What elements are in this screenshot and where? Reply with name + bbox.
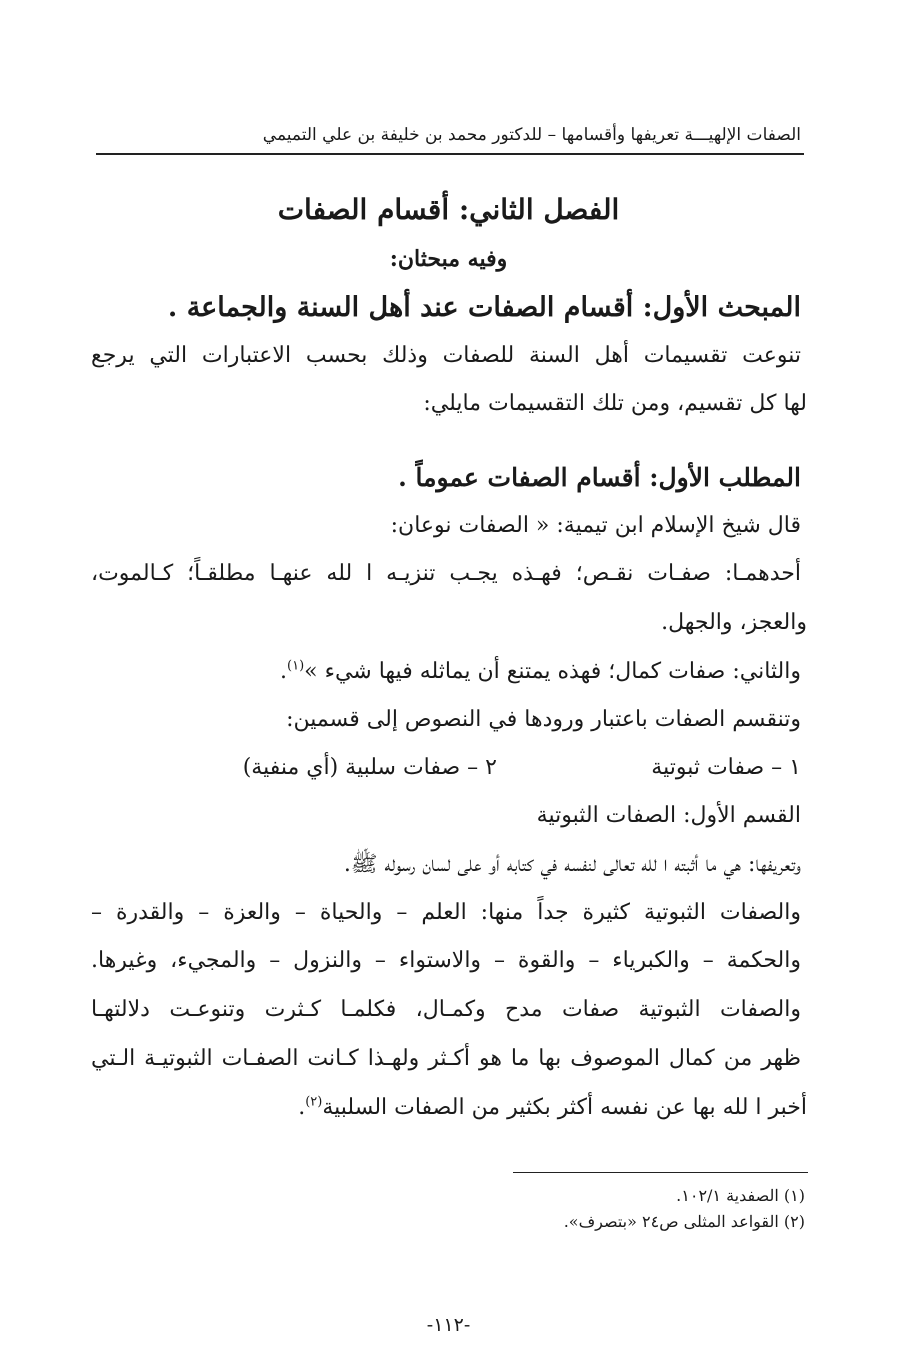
praise-line-3-text: أخبر ا لله بها عن نفسه أكثر بكثير من الصفات السلبية xyxy=(322,1095,807,1120)
praise-line-2: ظهر من كمال الموصوف بها ما هو أكـثر ولهـذا كـانت الصفـات الثبوتيـة الـتي xyxy=(91,1046,801,1071)
footnote-2: (٢) القواعد المثلى ص٢٤ «بتصرف». xyxy=(563,1212,805,1231)
subsection-title: المطلب الأول: أقسام الصفات عموماً . xyxy=(398,463,801,492)
section-title: المبحث الأول: أقسام الصفات عند أهل السنة والجماعة . xyxy=(167,292,801,323)
second-type-text: والثاني: صفات كمال؛ فهذه يمتنع أن يماثله فيها شيء » xyxy=(304,659,801,684)
second-type-period: . xyxy=(280,659,288,684)
footnote-rule xyxy=(513,1172,808,1173)
footnote-ref-2: (٢) xyxy=(305,1094,323,1110)
first-type-line-1: أحدهمـا: صفـات نقـص؛ فهـذه يجـب تنزيـه ا لله عنهـا مطلقـاً؛ كـالموت، xyxy=(91,561,801,586)
examples-line-2: والحكمة – والكبرياء – والقوة – والاستواء – والنزول – والمجيء، وغيرها. xyxy=(91,948,801,973)
definition: وتعريفها: هي ما أثبته ا لله تعالى لنفسه في كتابه أو على لسان رسوله ﷺ. xyxy=(343,852,801,877)
second-type xyxy=(280,652,801,692)
header-rule xyxy=(96,153,804,155)
quote-intro: قال شيخ الإسلام ابن تيمية: « الصفات نوعان: xyxy=(390,513,801,538)
first-type-line-2: والعجز، والجهل. xyxy=(661,610,807,635)
running-header: الصفات الإلهيـــة تعريفها وأقسامها – للدكتور محمد بن خليفة بن علي التميمي xyxy=(262,125,801,145)
sub-intro: وفيه مبحثان: xyxy=(389,246,508,272)
footnote-ref-1: (١) xyxy=(287,658,305,674)
first-division-title: القسم الأول: الصفات الثبوتية xyxy=(536,803,801,828)
chapter-title: الفصل الثاني: أقسام الصفات xyxy=(277,193,620,226)
division-item-2: ٢ – صفات سلبية (أي منفية) xyxy=(242,755,497,780)
page-number: -١١٢- xyxy=(426,1314,471,1336)
division-item-1: ١ – صفات ثبوتية xyxy=(651,755,801,780)
intro-line-1: تنوعت تقسيمات أهل السنة للصفات وذلك بحسب الاعتبارات التي يرجع xyxy=(91,343,801,368)
footnote-1: (١) الصفدية ١٠٢/١. xyxy=(676,1186,805,1205)
intro-line-2: لها كل تقسيم، ومن تلك التقسيمات مايلي: xyxy=(423,391,807,416)
examples-line-1: والصفات الثبوتية كثيرة جداً منها: العلم – والحياة – والعزة – والقدرة – xyxy=(91,900,801,925)
division-intro: وتنقسم الصفات باعتبار ورودها في النصوص إلى قسمين: xyxy=(286,707,801,732)
praise-line-3 xyxy=(298,1088,807,1128)
praise-line-1: والصفات الثبوتية صفات مدح وكمـال، فكلمـا كـثرت وتنوعـت دلالتهـا xyxy=(91,997,801,1022)
praise-line-3-period: . xyxy=(298,1095,306,1120)
